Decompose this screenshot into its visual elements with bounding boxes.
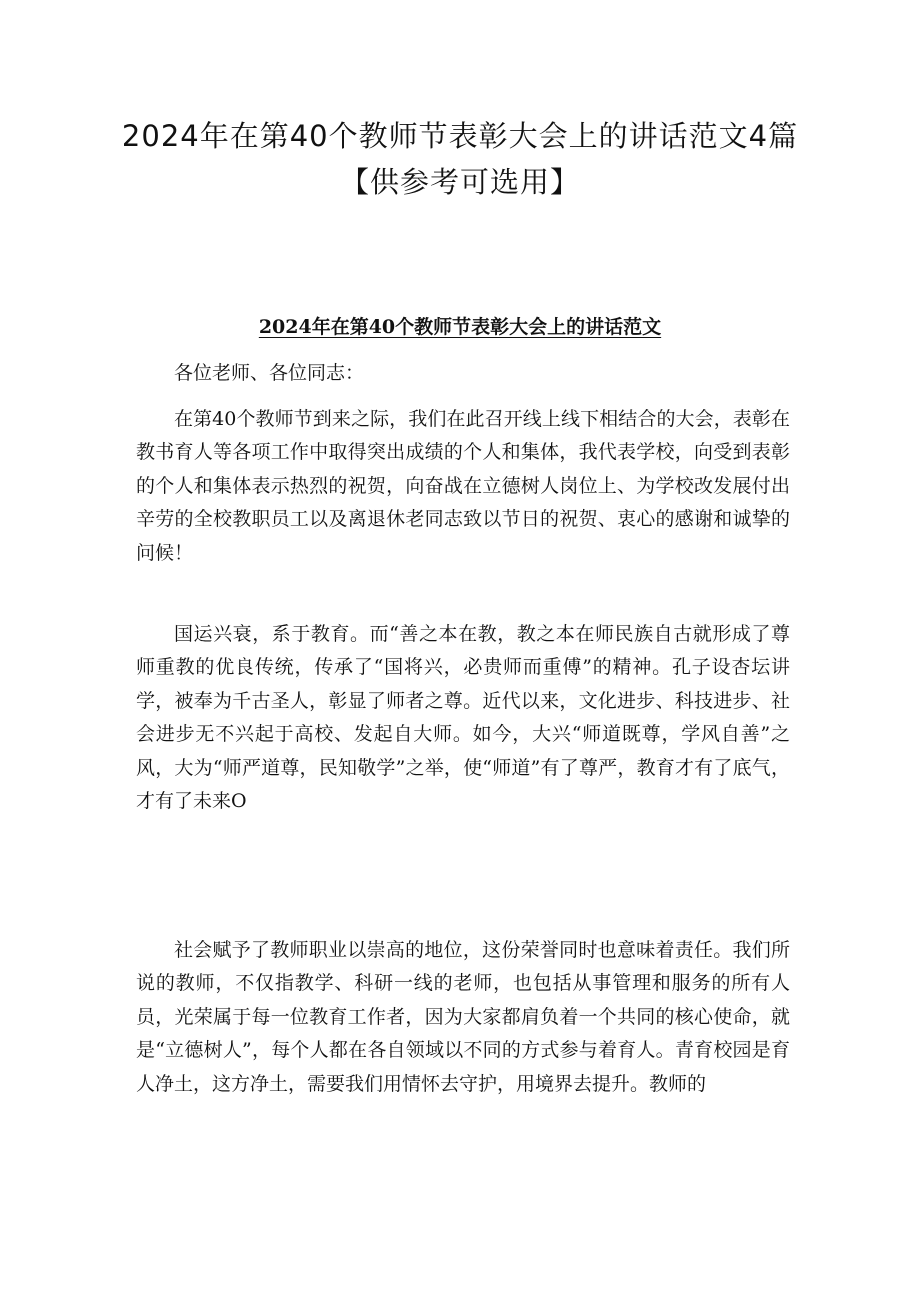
section-heading: [0, 313, 920, 341]
paragraph-3: 社会赋予了教师职业以崇高的地位，这份荣誉同时也意味着责任。我们所说的教师，不仅指教学、科研一线的老师，也包括从事管理和服务的所有人员，光荣属于每一位教育工作者，因为大家都肩负着一个共同的核心使命，就是“立德树人”，每个人都在各自领域以不同的方式参与着育人。青育校园是育人净土，这方净土，需要我们用情怀去守护，用境界去提升。教师的: [136, 939, 790, 1095]
section-heading-text: 2024年在第40个教师节表彰大会上的讲话范文: [258, 316, 662, 338]
paragraph-1: 在第40个教师节到来之际，我们在此召开线上线下相结合的大会，表彰在教书育人等各项工作中取得突出成绩的个人和集体，我代表学校，向受到表彰的个人和集体表示热烈的祝贺，向奋战在立德树人岗位上、为学校改发展付出辛劳的全校教职员工以及离退休老同志致以节日的祝贺、衷心的感谢和诚挚的问候！: [136, 408, 790, 564]
document-title-line1: 2024年在第40个教师节表彰大会上的讲话范文4篇: [121, 119, 799, 153]
document-title-line2: 【供参考可选用】: [339, 165, 580, 199]
salutation: 各位老师、各位同志：: [174, 362, 365, 384]
paragraph-2: 国运兴衰，系于教育。而“善之本在教，教之本在师民族自古就形成了尊师重教的优良传统，传承了“国将兴，必贵师而重傅”的精神。孔子设杏坛讲学，被奉为千古圣人，彰显了师者之尊。近代以来，文化进步、科技进步、社会进步无不兴起于高校、发起自大师。如今，大兴“师道既尊，学风自善”之风，大为“师严道尊，民知敬学”之举，使“师道”有了尊严，教育才有了底气，才有了未来O: [136, 623, 790, 813]
